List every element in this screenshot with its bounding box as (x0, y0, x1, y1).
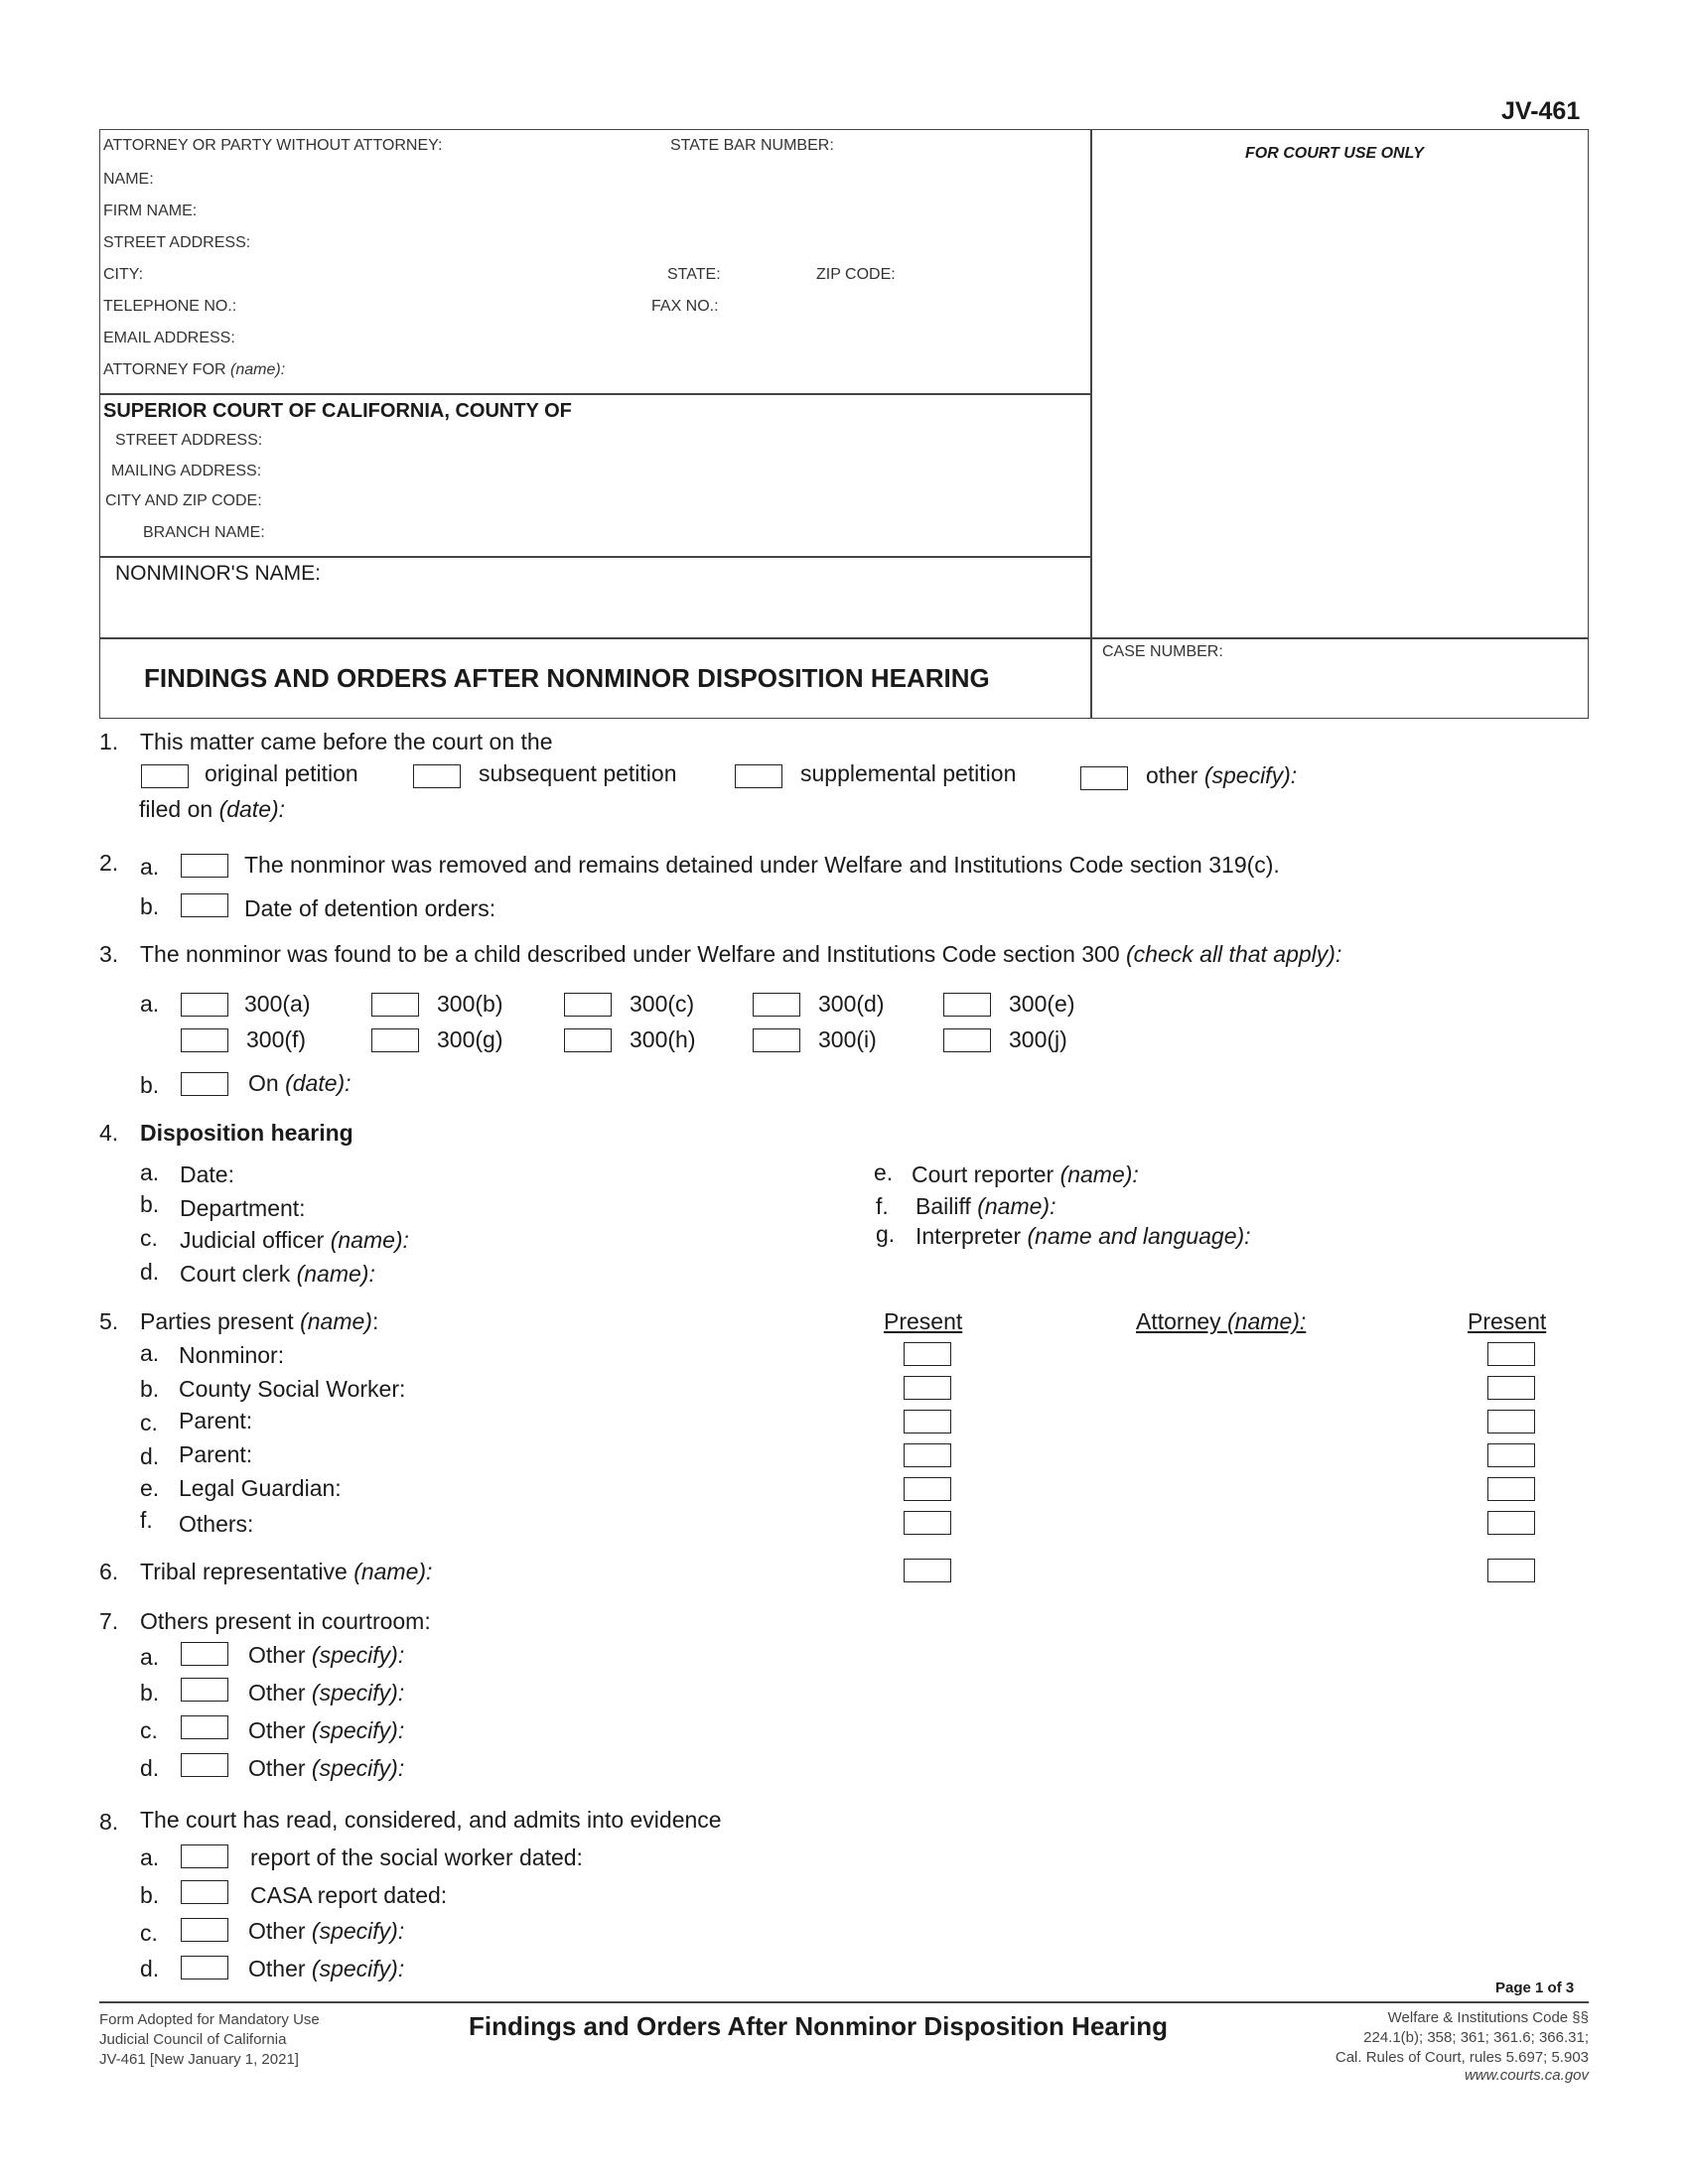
hearing-date-label: Date: (180, 1161, 234, 1187)
detention-date-checkbox[interactable] (181, 893, 228, 917)
evidence-row-label: Other (specify): (248, 1956, 405, 1981)
code-300g-checkbox[interactable] (371, 1028, 419, 1052)
present-column-header: Present (884, 1308, 963, 1334)
party-row-label: County Social Worker: (179, 1376, 406, 1402)
code-300h-checkbox[interactable] (564, 1028, 612, 1052)
party-row-letter: d. (140, 1443, 160, 1469)
adopted-line1: Form Adopted for Mandatory Use (99, 2011, 320, 2028)
court-clerk-label: Court clerk (name): (180, 1261, 375, 1287)
s4-number: 4. (99, 1120, 119, 1146)
nonminor-present-checkbox[interactable] (904, 1342, 951, 1366)
other-petition-label: other (specify): (1146, 762, 1298, 788)
code-300b-checkbox[interactable] (371, 993, 419, 1017)
s3a-letter: a. (140, 991, 160, 1017)
court-branch-label: BRANCH NAME: (143, 524, 265, 541)
s5-number: 5. (99, 1308, 119, 1334)
social-worker-report-checkbox[interactable] (181, 1844, 228, 1868)
others-attorney-present-checkbox[interactable] (1487, 1511, 1535, 1535)
zip-label: ZIP CODE: (816, 266, 896, 283)
supplemental-petition-label: supplemental petition (800, 760, 1017, 786)
evidence-row-label: Other (specify): (248, 1918, 405, 1944)
other-present-b-checkbox[interactable] (181, 1678, 228, 1702)
other-row-label: Other (specify): (248, 1717, 405, 1743)
party-row-letter: c. (140, 1410, 158, 1435)
evidence-row-letter: a. (140, 1844, 160, 1870)
judicial-officer-label: Judicial officer (name): (180, 1227, 409, 1253)
code-line1: Welfare & Institutions Code §§ (1387, 2009, 1589, 2026)
party-row-letter: e. (140, 1475, 160, 1501)
s3b-letter: b. (140, 1072, 160, 1098)
court-street-label: STREET ADDRESS: (115, 432, 263, 449)
party-row-label: Parent: (179, 1408, 253, 1433)
guardian-present-checkbox[interactable] (904, 1477, 951, 1501)
s4d-letter: d. (140, 1259, 160, 1285)
other-row-label: Other (specify): (248, 1755, 405, 1781)
code-300i-checkbox[interactable] (753, 1028, 800, 1052)
code-line2: 224.1(b); 358; 361; 361.6; 366.31; (1363, 2029, 1589, 2046)
guardian-attorney-present-checkbox[interactable] (1487, 1477, 1535, 1501)
s8-text: The court has read, considered, and admits into evidence (140, 1807, 722, 1833)
detention-date-label: Date of detention orders: (244, 895, 496, 921)
attorney-column-header: Attorney (name): (1136, 1308, 1307, 1334)
footer-title: Findings and Orders After Nonminor Disposition Hearing (469, 2011, 1168, 2041)
adopted-line2: Judicial Council of California (99, 2031, 287, 2048)
courts-website-link[interactable]: www.courts.ca.gov (1464, 2067, 1589, 2084)
court-mailing-label: MAILING ADDRESS: (111, 463, 262, 479)
other-petition-checkbox[interactable] (1080, 766, 1128, 790)
attorney-party-label: ATTORNEY OR PARTY WITHOUT ATTORNEY: (103, 137, 443, 154)
court-use-box (1090, 129, 1589, 639)
original-petition-label: original petition (205, 760, 358, 786)
form-title: FINDINGS AND ORDERS AFTER NONMINOR DISPOSITION HEARING (144, 663, 990, 693)
s1-text: This matter came before the court on the (140, 729, 553, 754)
evidence-other-d-checkbox[interactable] (181, 1956, 228, 1979)
party-row-letter: f. (140, 1507, 153, 1533)
s2b-letter: b. (140, 893, 160, 919)
s4g-letter: g. (876, 1221, 896, 1247)
other-row-letter: a. (140, 1644, 160, 1670)
party-row-label: Legal Guardian: (179, 1475, 342, 1501)
evidence-other-c-checkbox[interactable] (181, 1918, 228, 1942)
code-300f-checkbox[interactable] (181, 1028, 228, 1052)
evidence-row-label: CASA report dated: (250, 1882, 448, 1908)
s5-text: Parties present (name): (140, 1308, 379, 1334)
code-300e-label: 300(e) (1009, 991, 1075, 1017)
s7-number: 7. (99, 1608, 119, 1634)
parent2-present-checkbox[interactable] (904, 1443, 951, 1467)
email-label: EMAIL ADDRESS: (103, 330, 235, 346)
subsequent-petition-checkbox[interactable] (413, 764, 461, 788)
adopted-line3: JV-461 [New January 1, 2021] (99, 2051, 299, 2068)
department-label: Department: (180, 1195, 306, 1221)
footer-divider (99, 2001, 1589, 2003)
bailiff-label: Bailiff (name): (915, 1193, 1056, 1219)
tribal-rep-label: Tribal representative (name): (140, 1559, 433, 1584)
other-row-letter: b. (140, 1680, 160, 1706)
code-300a-label: 300(a) (244, 991, 311, 1017)
attorney-box (99, 129, 1092, 395)
code-300c-label: 300(c) (630, 991, 695, 1017)
party-row-label: Parent: (179, 1441, 253, 1467)
interpreter-label: Interpreter (name and language): (915, 1223, 1251, 1249)
nonminor-attorney-present-checkbox[interactable] (1487, 1342, 1535, 1366)
evidence-row-letter: d. (140, 1956, 160, 1981)
filed-on-label: filed on (date): (139, 796, 286, 822)
s3-number: 3. (99, 941, 119, 967)
removed-detained-checkbox[interactable] (181, 854, 228, 878)
code-300b-label: 300(b) (437, 991, 503, 1017)
social-worker-attorney-present-checkbox[interactable] (1487, 1376, 1535, 1400)
parent2-attorney-present-checkbox[interactable] (1487, 1443, 1535, 1467)
other-row-label: Other (specify): (248, 1680, 405, 1706)
removed-detained-label: The nonminor was removed and remains detained under Welfare and Institutions Code section 319(c). (244, 852, 1280, 878)
firm-label: FIRM NAME: (103, 203, 198, 219)
state-label: STATE: (667, 266, 721, 283)
code-300a-checkbox[interactable] (181, 993, 228, 1017)
s6-number: 6. (99, 1559, 119, 1584)
code-300j-label: 300(j) (1009, 1026, 1067, 1052)
parent1-attorney-present-checkbox[interactable] (1487, 1410, 1535, 1433)
form-id: JV-461 (1501, 97, 1581, 125)
s4-title: Disposition hearing (140, 1120, 353, 1146)
street-label: STREET ADDRESS: (103, 234, 251, 251)
s2-number: 2. (99, 850, 119, 876)
other-present-a-checkbox[interactable] (181, 1642, 228, 1666)
subsequent-petition-label: subsequent petition (479, 760, 677, 786)
other-row-letter: d. (140, 1755, 160, 1781)
nonminor-name-label: NONMINOR'S NAME: (115, 562, 322, 585)
party-row-label: Nonminor: (179, 1342, 285, 1368)
other-row-letter: c. (140, 1717, 158, 1743)
party-row-letter: b. (140, 1376, 160, 1402)
others-present-checkbox[interactable] (904, 1511, 951, 1535)
code-300d-checkbox[interactable] (753, 993, 800, 1017)
supplemental-petition-checkbox[interactable] (735, 764, 782, 788)
code-300i-label: 300(i) (818, 1026, 877, 1052)
s4b-letter: b. (140, 1191, 160, 1217)
s3-text: The nonminor was found to be a child described under Welfare and Institutions Code section 300 (check all that apply): (140, 941, 1342, 967)
attorney-present-column-header: Present (1468, 1308, 1547, 1334)
court-use-label: FOR COURT USE ONLY (1245, 145, 1424, 162)
attorney-for-label: ATTORNEY FOR (name): (103, 361, 286, 378)
code-300j-checkbox[interactable] (943, 1028, 991, 1052)
s1-number: 1. (99, 729, 119, 754)
code-300c-checkbox[interactable] (564, 993, 612, 1017)
evidence-row-label: report of the social worker dated: (250, 1844, 583, 1870)
tribal-rep-attorney-present-checkbox[interactable] (1487, 1559, 1535, 1582)
party-row-label: Others: (179, 1511, 254, 1537)
found-on-date-label: On (date): (248, 1070, 352, 1096)
s7-text: Others present in courtroom: (140, 1608, 431, 1634)
code-300e-checkbox[interactable] (943, 993, 991, 1017)
s4f-letter: f. (876, 1193, 889, 1219)
state-bar-label: STATE BAR NUMBER: (670, 137, 834, 154)
party-row-letter: a. (140, 1340, 160, 1366)
name-label: NAME: (103, 171, 154, 188)
casa-report-checkbox[interactable] (181, 1880, 228, 1904)
case-number-label: CASE NUMBER: (1102, 643, 1223, 660)
original-petition-checkbox[interactable] (141, 764, 189, 788)
code-300g-label: 300(g) (437, 1026, 503, 1052)
s8-number: 8. (99, 1809, 119, 1835)
other-present-d-checkbox[interactable] (181, 1753, 228, 1777)
code-300f-label: 300(f) (246, 1026, 307, 1052)
s4e-letter: e. (874, 1160, 894, 1185)
court-reporter-label: Court reporter (name): (912, 1161, 1139, 1187)
page-number: Page 1 of 3 (1495, 1979, 1575, 1996)
code-line3: Cal. Rules of Court, rules 5.697; 5.903 (1335, 2049, 1589, 2066)
other-row-label: Other (specify): (248, 1642, 405, 1668)
city-label: CITY: (103, 266, 144, 283)
s2a-letter: a. (140, 854, 160, 880)
tribal-rep-present-checkbox[interactable] (904, 1559, 951, 1582)
s4a-letter: a. (140, 1160, 160, 1185)
other-present-c-checkbox[interactable] (181, 1715, 228, 1739)
social-worker-present-checkbox[interactable] (904, 1376, 951, 1400)
tel-label: TELEPHONE NO.: (103, 298, 237, 315)
code-300d-label: 300(d) (818, 991, 885, 1017)
fax-label: FAX NO.: (651, 298, 719, 315)
s4c-letter: c. (140, 1225, 158, 1251)
evidence-row-letter: c. (140, 1920, 158, 1946)
parent1-present-checkbox[interactable] (904, 1410, 951, 1433)
code-300h-label: 300(h) (630, 1026, 696, 1052)
evidence-row-letter: b. (140, 1882, 160, 1908)
found-on-date-checkbox[interactable] (181, 1072, 228, 1096)
court-cityzip-label: CITY AND ZIP CODE: (105, 492, 262, 509)
court-title: SUPERIOR COURT OF CALIFORNIA, COUNTY OF (103, 400, 572, 422)
